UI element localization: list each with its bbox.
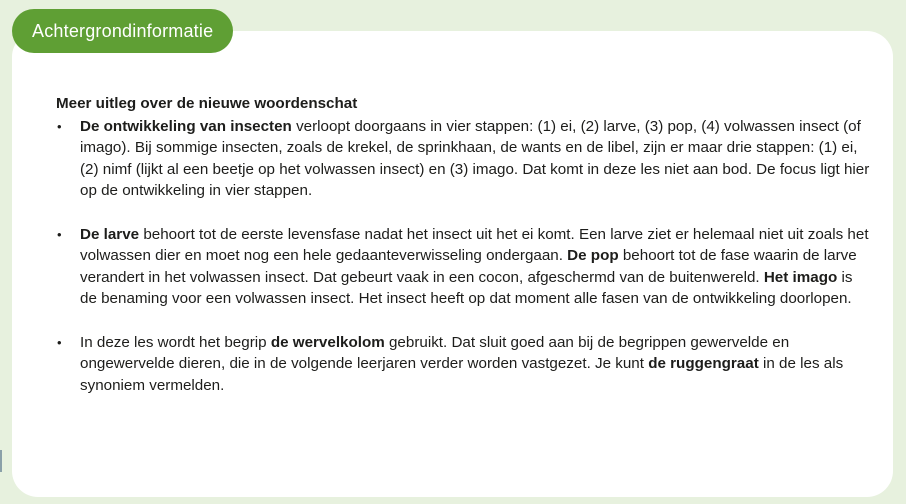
edge-marker bbox=[0, 450, 2, 472]
bullet-dot-icon: • bbox=[57, 226, 62, 242]
term-spine: de wervelkolom bbox=[270, 333, 385, 351]
bullet-text: verloopt doorgaans in vier stappen: (1) ei, (2) larve, (3) pop, (4) volwassen insect (of imago). Bij sommige insecten, zoals de krekel, de sprinkhaan, de wants en de libel, zijn er maar drie stappen: (1) ei, (2) nimf (lijkt al een beetje op het volwassen insect) en (3) imago. Dat komt in deze les niet aan bod. De focus ligt hier op de ontwikkeling in vier stappen. bbox=[80, 117, 870, 199]
bullet-text: behoort tot de eerste levensfase nadat het insect uit het ei komt. Een larve ziet er helemaal niet uit zoals het volwassen dier en moet nog een hele gedaanteverwisseling ondergaan. bbox=[80, 225, 869, 264]
bullet-text: In deze les wordt het begrip bbox=[80, 333, 271, 351]
section-tab-title: Achtergrondinformatie bbox=[12, 9, 233, 53]
bullet-dot-icon: • bbox=[57, 334, 62, 350]
section-heading: Meer uitleg over de nieuwe woordenschat bbox=[56, 95, 358, 112]
bullet-dot-icon: • bbox=[57, 118, 62, 134]
term-imago: Het imago bbox=[763, 268, 838, 286]
term-insect-development: De ontwikkeling van insecten bbox=[80, 117, 292, 135]
card-content bbox=[56, 93, 871, 418]
bullet-list bbox=[56, 116, 871, 397]
bullet-text: is de benaming voor een volwassen insect. Het insect heeft op dat moment alle fasen van de ontwikkeling doorlopen. bbox=[80, 268, 853, 307]
bullet-item-spine bbox=[56, 332, 871, 397]
bullet-text: in de les als synoniem vermelden. bbox=[80, 355, 844, 394]
term-larva: De larve bbox=[80, 225, 140, 243]
term-backbone: de ruggengraat bbox=[648, 355, 759, 372]
bullet-text: behoort tot de fase waarin de larve verandert in het volwassen insect. Dat gebeurt vaak in een cocon, afgeschermd van de buitenwereld. bbox=[80, 247, 857, 286]
term-pupa: De pop bbox=[567, 247, 619, 264]
bullet-text: gebruikt. Dat sluit goed aan bij de begrippen gewervelde en ongewervelde dieren, die in de volgende leerjaren verder worden vastgezet. Je kunt bbox=[80, 333, 790, 372]
bullet-item-larva bbox=[56, 224, 871, 310]
bullet-item-development bbox=[56, 116, 871, 202]
